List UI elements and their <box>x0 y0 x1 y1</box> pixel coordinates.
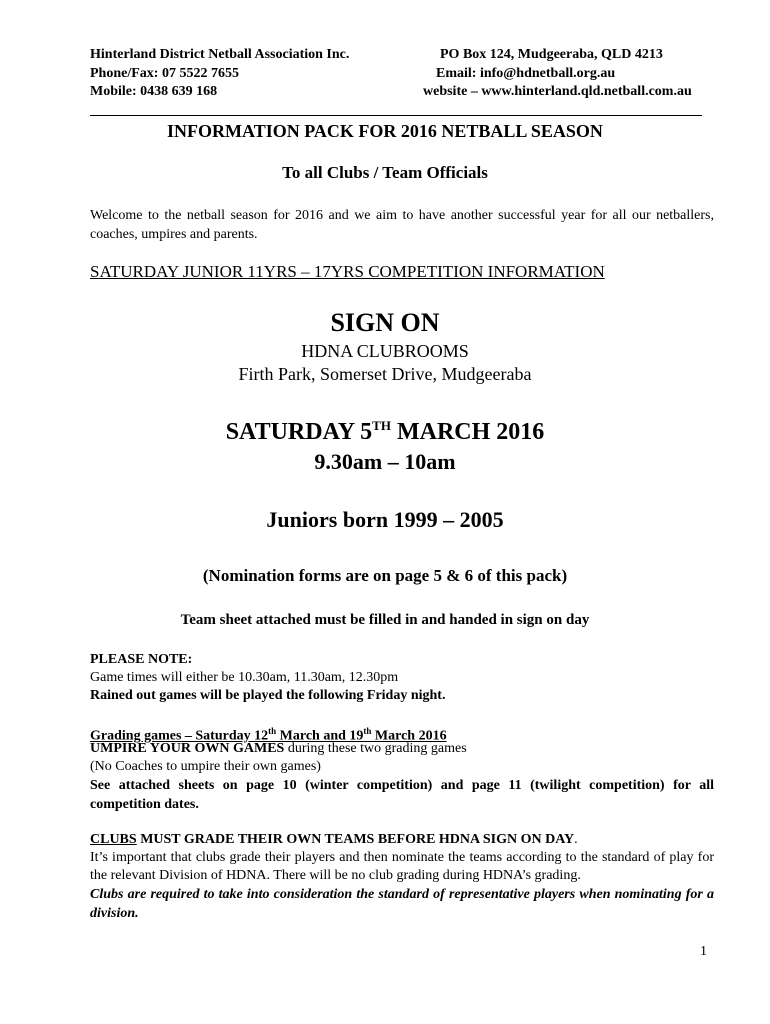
date-prefix: SATURDAY 5 <box>225 419 373 445</box>
page-number: 1 <box>700 944 707 959</box>
no-coaches-note: (No Coaches to umpire their own games) <box>90 759 321 774</box>
competition-heading: SATURDAY JUNIOR 11YRS – 17YRS COMPETITION INFORMATION <box>90 262 605 281</box>
game-times: Game times will either be 10.30am, 11.30am, 12.30pm <box>90 670 399 685</box>
see-attached-note: See attached sheets on page 10 (winter competition) and page 11 (twilight competition) for all competition dates. <box>90 778 714 812</box>
grading-heading-b: March and 19 <box>276 728 364 744</box>
header-divider <box>90 115 702 116</box>
clubs-heading-rest: MUST GRADE THEIR OWN TEAMS BEFORE HDNA SIGN ON DAY <box>136 832 575 847</box>
umpire-rest: during these two grading games <box>284 741 467 756</box>
page-subtitle: To all Clubs / Team Officials <box>282 163 488 182</box>
date-superscript: TH <box>372 418 391 433</box>
org-name: Hinterland District Netball Association Inc. <box>90 47 350 62</box>
clubs-word: CLUBS <box>90 832 137 847</box>
nomination-note: (Nomination forms are on page 5 & 6 of this pack) <box>202 566 568 585</box>
team-sheet-note: Team sheet attached must be filled in and handed in sign on day <box>180 612 590 628</box>
clubs-paragraph: It’s important that clubs grade their players and then nominate the teams according to the standard of play for the relevant Division of HDNA. There will be no club grading during HDNA’s grading. <box>90 850 714 883</box>
grading-heading-a: Grading games – Saturday 12 <box>90 728 269 744</box>
grading-heading-c: March 2016 <box>371 728 447 744</box>
grading-sup-1: th <box>268 726 277 736</box>
clubs-heading-period: . <box>574 832 578 847</box>
sign-on-time: 9.30am – 10am <box>314 449 456 474</box>
clubs-representative-note: Clubs are required to take into consideration the standard of representative players when nominating for a division. <box>90 887 714 921</box>
phone-fax: Phone/Fax: 07 5522 7655 <box>90 66 239 81</box>
rained-out-note: Rained out games will be played the following Friday night. <box>90 688 446 703</box>
juniors-born: Juniors born 1999 – 2005 <box>266 507 504 532</box>
sign-on-heading: SIGN ON <box>330 308 440 337</box>
website: website – www.hinterland.qld.netball.com.au <box>423 84 692 99</box>
grading-sup-2: th <box>363 726 372 736</box>
clubs-heading <box>90 831 578 849</box>
venue-address: Firth Park, Somerset Drive, Mudgeeraba <box>238 364 532 384</box>
umpire-bold: UMPIRE YOUR OWN GAMES <box>90 741 285 756</box>
mobile: Mobile: 0438 639 168 <box>90 84 218 99</box>
po-box: PO Box 124, Mudgeeraba, QLD 4213 <box>440 47 663 62</box>
date-suffix: MARCH 2016 <box>390 419 545 445</box>
please-note-heading: PLEASE NOTE: <box>90 652 193 667</box>
welcome-paragraph: Welcome to the netball season for 2016 and we aim to have another successful year for all our netballers, coaches, umpires and parents. <box>90 208 714 242</box>
page-title: INFORMATION PACK FOR 2016 NETBALL SEASON <box>167 121 603 141</box>
umpire-own-games <box>90 740 467 758</box>
email: Email: info@hdnetball.org.au <box>436 66 616 81</box>
sign-on-date <box>0 418 770 446</box>
venue: HDNA CLUBROOMS <box>301 341 469 361</box>
